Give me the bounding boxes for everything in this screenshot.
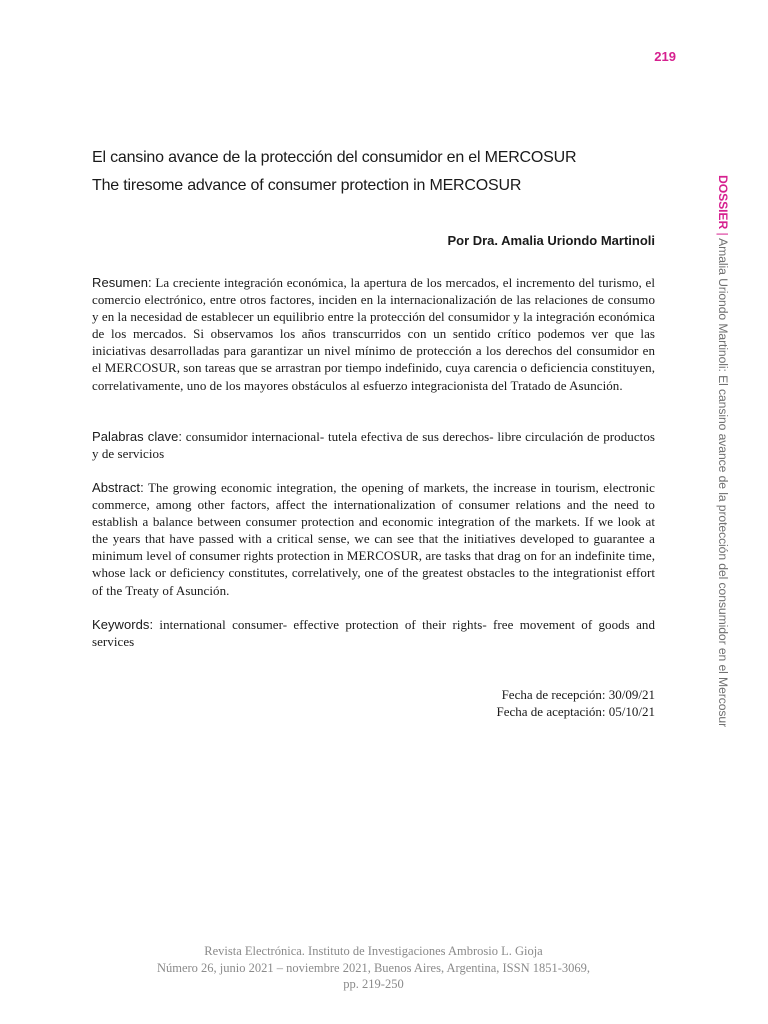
keywords-label: Keywords: (92, 617, 154, 632)
palabras-clave-text: consumidor internacional- tutela efectiva de sus derechos- libre circulación de productos y de servicios (92, 429, 655, 462)
reception-date: Fecha de recepción: 30/09/21 (501, 687, 655, 702)
resumen-label: Resumen: (92, 275, 152, 290)
acceptance-date: Fecha de aceptación: 05/10/21 (496, 704, 655, 719)
side-running-title: Amalia Uriondo Martinoli: El cansino avance de la protección del consumidor en el Mercosur (716, 235, 730, 728)
dossier-label: DOSSIER (716, 175, 730, 230)
side-running-header-wrap (714, 175, 734, 775)
footer-line-1: Revista Electrónica. Instituto de Investigaciones Ambrosio L. Gioja (204, 944, 543, 958)
resumen-text: La creciente integración económica, la apertura de los mercados, el incremento del turismo, el comercio electrónico, entre otros factores, inciden en la internacionalización de las relaciones de consumo y en la necesidad de establecer un equilibrio entre la protección del consumidor y la integración económica de los mercados. Si observamos los años transcurridos con un sentido crítico podemos ver que las iniciativas desarrolladas para garantizar un nivel mínimo de protección a los derechos del consumidor en el MERCOSUR, son tareas que se arrastran por tiempo indefinido, cuya carencia o deficiencia constituyen, correlativamente, uno de los mayores obstáculos al esfuerzo integracionista del Tratado de Asunción. (92, 275, 655, 393)
author-line: Por Dra. Amalia Uriondo Martinoli (447, 233, 655, 248)
page-number: 219 (654, 49, 676, 64)
dates-block (497, 686, 655, 720)
abstract-text: The growing economic integration, the opening of markets, the increase in tourism, electronic commerce, among other factors, affect the internationalization of consumer relations and the need to establish a balance between consumer protection and economic integration of the markets. If we look at the years that have passed with a critical sense, we can see that the initiatives developed to guarantee a minimum level of consumer rights protection in MERCOSUR, are tasks that drag on for an indefinite time, whose lack or deficiency constitutes, correlatively, one of the greatest obstacles to the integrationist effort of the Treaty of Asunción. (92, 480, 655, 598)
palabras-clave-label: Palabras clave: (92, 429, 183, 444)
abstract-label: Abstract: (92, 480, 144, 495)
palabras-clave-paragraph (92, 428, 655, 462)
journal-footer (92, 943, 655, 993)
article-title-english: The tiresome advance of consumer protection in MERCOSUR (92, 177, 522, 194)
keywords-paragraph (92, 616, 655, 650)
abstract-paragraph (92, 479, 655, 599)
side-separator: | (716, 232, 730, 236)
article-title-spanish: El cansino avance de la protección del consumidor en el MERCOSUR (92, 149, 577, 166)
keywords-text: international consumer- effective protection of their rights- free movement of goods and services (92, 617, 655, 650)
footer-line-3: pp. 219-250 (343, 977, 404, 991)
resumen-paragraph (92, 274, 655, 394)
side-running-header (714, 175, 732, 727)
footer-line-2: Número 26, junio 2021 – noviembre 2021, Buenos Aires, Argentina, ISSN 1851-3069, (156, 960, 591, 975)
